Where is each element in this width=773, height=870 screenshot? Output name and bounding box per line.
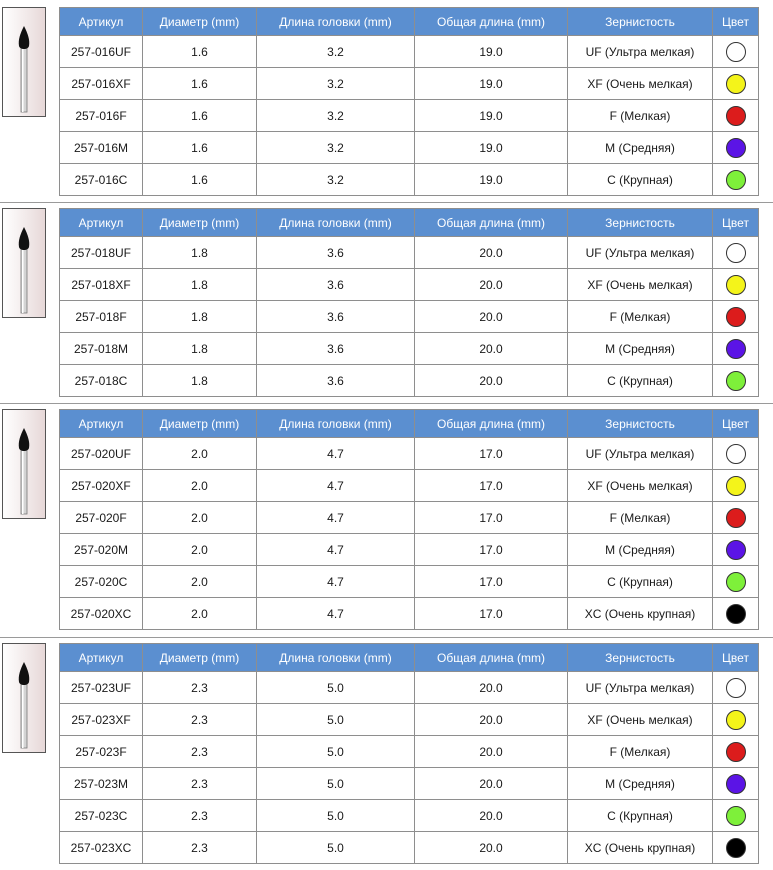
head-length-cell: 3.6 [257,365,415,397]
total-length-cell: 17.0 [415,598,568,630]
head-length-cell: 3.2 [257,100,415,132]
article-cell: 257-020XC [60,598,143,630]
grit-color-dot [726,774,746,794]
diameter-cell: 1.6 [143,100,257,132]
grit-cell: XC (Очень крупная) [568,832,713,864]
grit-cell: F (Мелкая) [568,502,713,534]
column-header-grit: Зернистость [568,209,713,237]
grit-color-dot [726,339,746,359]
diameter-cell: 1.6 [143,132,257,164]
head-length-cell: 3.6 [257,237,415,269]
article-cell: 257-023C [60,800,143,832]
diameter-cell: 1.8 [143,333,257,365]
head-length-cell: 3.2 [257,36,415,68]
grit-color-dot [726,243,746,263]
grit-cell: M (Средняя) [568,534,713,566]
article-cell: 257-016M [60,132,143,164]
head-length-cell: 5.0 [257,800,415,832]
total-length-cell: 19.0 [415,132,568,164]
grit-color-dot [726,540,746,560]
total-length-cell: 20.0 [415,301,568,333]
grit-color-dot [726,678,746,698]
article-cell: 257-020XF [60,470,143,502]
grit-cell: F (Мелкая) [568,736,713,768]
group-separator [0,403,773,404]
article-cell: 257-020F [60,502,143,534]
color-cell [713,598,759,630]
diameter-cell: 1.8 [143,269,257,301]
grit-color-dot [726,572,746,592]
table-row [60,269,759,301]
color-cell [713,768,759,800]
article-cell: 257-018C [60,365,143,397]
bur-thumbnail [2,409,46,519]
table-row [60,768,759,800]
article-cell: 257-020C [60,566,143,598]
diameter-cell: 2.3 [143,736,257,768]
diameter-cell: 2.0 [143,534,257,566]
grit-color-dot [726,476,746,496]
table-row [60,598,759,630]
color-cell [713,237,759,269]
grit-color-dot [726,275,746,295]
bur-thumbnail [2,643,46,753]
table-row [60,68,759,100]
diameter-cell: 2.0 [143,566,257,598]
column-header-total-length: Общая длина (mm) [415,644,568,672]
total-length-cell: 19.0 [415,36,568,68]
article-cell: 257-016F [60,100,143,132]
grit-cell: M (Средняя) [568,132,713,164]
grit-color-dot [726,42,746,62]
grit-color-dot [726,742,746,762]
diameter-cell: 2.0 [143,598,257,630]
article-cell: 257-016UF [60,36,143,68]
column-header-grit: Зернистость [568,8,713,36]
table-header-row [60,644,759,672]
bur-thumbnail [2,7,46,117]
color-cell [713,132,759,164]
color-cell [713,672,759,704]
head-length-cell: 5.0 [257,768,415,800]
head-length-cell: 4.7 [257,598,415,630]
table-header-row [60,8,759,36]
diameter-cell: 1.6 [143,68,257,100]
head-length-cell: 4.7 [257,438,415,470]
color-cell [713,832,759,864]
column-header-head-length: Длина головки (mm) [257,209,415,237]
total-length-cell: 19.0 [415,68,568,100]
column-header-color: Цвет [713,410,759,438]
total-length-cell: 20.0 [415,333,568,365]
grit-color-dot [726,604,746,624]
column-header-total-length: Общая длина (mm) [415,8,568,36]
diameter-cell: 2.3 [143,832,257,864]
table-header-row [60,209,759,237]
article-cell: 257-023XC [60,832,143,864]
column-header-color: Цвет [713,209,759,237]
column-header-grit: Зернистость [568,410,713,438]
diameter-cell: 1.8 [143,365,257,397]
grit-color-dot [726,444,746,464]
color-cell [713,68,759,100]
head-length-cell: 3.2 [257,164,415,196]
diamond-bur-icon [3,209,45,317]
total-length-cell: 17.0 [415,502,568,534]
total-length-cell: 20.0 [415,237,568,269]
grit-cell: UF (Ультра мелкая) [568,438,713,470]
group-separator [0,202,773,203]
diameter-cell: 1.6 [143,164,257,196]
table-row [60,736,759,768]
article-cell: 257-018M [60,333,143,365]
table-row [60,704,759,736]
table-row [60,438,759,470]
column-header-total-length: Общая длина (mm) [415,209,568,237]
total-length-cell: 20.0 [415,768,568,800]
diameter-cell: 2.0 [143,502,257,534]
grit-cell: XF (Очень мелкая) [568,704,713,736]
article-cell: 257-018UF [60,237,143,269]
column-header-article: Артикул [60,209,143,237]
head-length-cell: 3.6 [257,301,415,333]
color-cell [713,534,759,566]
table-header-row [60,410,759,438]
article-cell: 257-018F [60,301,143,333]
table-row [60,566,759,598]
column-header-color: Цвет [713,8,759,36]
total-length-cell: 19.0 [415,164,568,196]
column-header-color: Цвет [713,644,759,672]
head-length-cell: 3.2 [257,68,415,100]
grit-color-dot [726,508,746,528]
grit-color-dot [726,371,746,391]
color-cell [713,704,759,736]
diameter-cell: 2.0 [143,470,257,502]
grit-cell: C (Крупная) [568,365,713,397]
head-length-cell: 3.6 [257,333,415,365]
head-length-cell: 5.0 [257,736,415,768]
article-cell: 257-020UF [60,438,143,470]
head-length-cell: 5.0 [257,672,415,704]
total-length-cell: 20.0 [415,704,568,736]
grit-cell: M (Средняя) [568,768,713,800]
grit-cell: XC (Очень крупная) [568,598,713,630]
color-cell [713,36,759,68]
total-length-cell: 17.0 [415,566,568,598]
article-cell: 257-020M [60,534,143,566]
table-row [60,502,759,534]
grit-color-dot [726,106,746,126]
column-header-article: Артикул [60,410,143,438]
diamond-bur-icon [3,644,45,752]
article-cell: 257-016C [60,164,143,196]
grit-cell: UF (Ультра мелкая) [568,672,713,704]
table-row [60,333,759,365]
grit-cell: M (Средняя) [568,333,713,365]
grit-cell: XF (Очень мелкая) [568,68,713,100]
color-cell [713,470,759,502]
column-header-diameter: Диаметр (mm) [143,644,257,672]
color-cell [713,100,759,132]
color-cell [713,301,759,333]
grit-cell: C (Крупная) [568,800,713,832]
column-header-head-length: Длина головки (mm) [257,8,415,36]
column-header-head-length: Длина головки (mm) [257,410,415,438]
head-length-cell: 5.0 [257,832,415,864]
table-row [60,832,759,864]
head-length-cell: 5.0 [257,704,415,736]
grit-cell: F (Мелкая) [568,100,713,132]
color-cell [713,736,759,768]
total-length-cell: 20.0 [415,800,568,832]
spec-table [59,7,759,196]
diameter-cell: 1.8 [143,237,257,269]
diameter-cell: 1.8 [143,301,257,333]
head-length-cell: 3.6 [257,269,415,301]
article-cell: 257-018XF [60,269,143,301]
grit-cell: XF (Очень мелкая) [568,269,713,301]
article-cell: 257-023M [60,768,143,800]
grit-cell: XF (Очень мелкая) [568,470,713,502]
total-length-cell: 17.0 [415,438,568,470]
grit-color-dot [726,838,746,858]
total-length-cell: 20.0 [415,672,568,704]
total-length-cell: 17.0 [415,534,568,566]
diameter-cell: 2.3 [143,672,257,704]
color-cell [713,566,759,598]
table-row [60,237,759,269]
grit-color-dot [726,170,746,190]
grit-color-dot [726,806,746,826]
column-header-grit: Зернистость [568,644,713,672]
table-row [60,672,759,704]
group-separator [0,637,773,638]
article-cell: 257-023F [60,736,143,768]
diameter-cell: 1.6 [143,36,257,68]
diamond-bur-icon [3,410,45,518]
column-header-head-length: Длина головки (mm) [257,644,415,672]
total-length-cell: 20.0 [415,736,568,768]
table-row [60,164,759,196]
head-length-cell: 3.2 [257,132,415,164]
grit-cell: C (Крупная) [568,164,713,196]
head-length-cell: 4.7 [257,566,415,598]
total-length-cell: 20.0 [415,269,568,301]
grit-color-dot [726,710,746,730]
diameter-cell: 2.3 [143,768,257,800]
spec-table [59,208,759,397]
table-row [60,470,759,502]
total-length-cell: 17.0 [415,470,568,502]
diamond-bur-icon [3,8,45,116]
color-cell [713,438,759,470]
diameter-cell: 2.3 [143,704,257,736]
grit-cell: UF (Ультра мелкая) [568,237,713,269]
grit-color-dot [726,74,746,94]
spec-table [59,409,759,630]
total-length-cell: 20.0 [415,365,568,397]
grit-cell: UF (Ультра мелкая) [568,36,713,68]
head-length-cell: 4.7 [257,502,415,534]
total-length-cell: 19.0 [415,100,568,132]
column-header-total-length: Общая длина (mm) [415,410,568,438]
diameter-cell: 2.3 [143,800,257,832]
color-cell [713,365,759,397]
article-cell: 257-016XF [60,68,143,100]
diameter-cell: 2.0 [143,438,257,470]
column-header-diameter: Диаметр (mm) [143,8,257,36]
table-row [60,132,759,164]
article-cell: 257-023UF [60,672,143,704]
table-row [60,800,759,832]
grit-color-dot [726,307,746,327]
column-header-diameter: Диаметр (mm) [143,410,257,438]
head-length-cell: 4.7 [257,470,415,502]
table-row [60,365,759,397]
column-header-diameter: Диаметр (mm) [143,209,257,237]
color-cell [713,269,759,301]
article-cell: 257-023XF [60,704,143,736]
bur-thumbnail [2,208,46,318]
table-row [60,301,759,333]
column-header-article: Артикул [60,8,143,36]
grit-cell: F (Мелкая) [568,301,713,333]
total-length-cell: 20.0 [415,832,568,864]
column-header-article: Артикул [60,644,143,672]
spec-table [59,643,759,864]
grit-color-dot [726,138,746,158]
table-row [60,100,759,132]
grit-cell: C (Крупная) [568,566,713,598]
table-row [60,36,759,68]
color-cell [713,502,759,534]
table-row [60,534,759,566]
color-cell [713,164,759,196]
color-cell [713,800,759,832]
color-cell [713,333,759,365]
head-length-cell: 4.7 [257,534,415,566]
